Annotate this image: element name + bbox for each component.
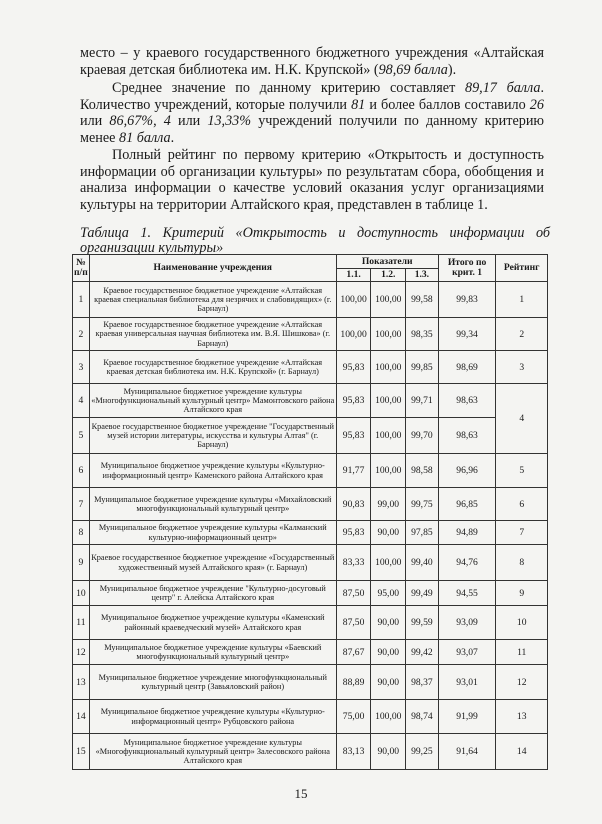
p2-i: , (153, 113, 164, 130)
total-value: 91,64 (438, 734, 496, 770)
p1-end: ). (447, 61, 457, 78)
header-total: Итого по крит. 1 (438, 255, 496, 282)
row-number: 9 (73, 545, 90, 581)
institution-name: Краевое государственное бюджетное учреждение «Алтайская краевая универсальная научная библиотека им. В.Я. Шишкова» (г. Барнаул) (89, 318, 336, 351)
rating-value: 4 (496, 384, 548, 454)
institution-name: Муниципальное бюджетное учреждение культуры «Каменский районный краеведческий музей» Алтайского края (89, 606, 336, 640)
indicator-1-value: 83,33 (336, 545, 371, 581)
p2-b: 89,17 балла (464, 80, 541, 96)
indicator-3-value: 99,85 (406, 351, 439, 384)
indicator-2-value: 95,00 (371, 581, 406, 606)
header-num: № п/п (73, 255, 90, 282)
total-value: 96,96 (438, 454, 496, 488)
indicator-3-value: 99,75 (406, 488, 439, 521)
institution-name: Краевое государственное бюджетное учреждение «Государственный художественный музей Алтайского края» (г. Барнаул) (89, 545, 336, 581)
header-indicators: Показатели (336, 255, 438, 269)
indicator-1-value: 88,89 (336, 665, 371, 700)
table-caption: Таблица 1. Критерий «Открытость и доступность информации об организации культуры» (80, 225, 550, 256)
rating-value: 14 (496, 734, 548, 770)
row-number: 15 (73, 734, 90, 770)
indicator-1-value: 75,00 (336, 700, 371, 734)
rating-value: 5 (496, 454, 548, 488)
row-number: 7 (73, 488, 90, 521)
indicator-3-value: 99,58 (406, 282, 439, 318)
total-value: 93,07 (438, 640, 496, 665)
header-indicator-1: 1.1. (336, 269, 371, 282)
table-row (73, 384, 548, 418)
indicator-3-value: 98,35 (406, 318, 439, 351)
p2-c: . Количество учреждений, которые получили (80, 80, 544, 113)
table-row (73, 282, 548, 318)
total-value: 99,83 (438, 282, 496, 318)
indicator-3-value: 99,59 (406, 606, 439, 640)
rating-value: 7 (496, 521, 548, 545)
row-number: 8 (73, 521, 90, 545)
row-number: 3 (73, 351, 90, 384)
row-number: 12 (73, 640, 90, 665)
indicator-3-value: 98,74 (406, 700, 439, 734)
indicator-2-value: 90,00 (371, 606, 406, 640)
rating-value: 1 (496, 282, 548, 318)
p2-d: 81 (351, 96, 366, 113)
institution-name: Муниципальное бюджетное учреждение культуры «Баевский многофункциональный культурный центр» (89, 640, 336, 665)
institution-name: Краевое государственное бюджетное учреждение "Государственный музей истории литературы, искусства и культуры Алтая" (г. Барнаул) (89, 418, 336, 454)
table-row (73, 488, 548, 521)
table-row (73, 665, 548, 700)
table-row (73, 700, 548, 734)
rating-value: 8 (496, 545, 548, 581)
table-row (73, 734, 548, 770)
indicator-3-value: 99,40 (406, 545, 439, 581)
table-row (73, 454, 548, 488)
row-number: 2 (73, 318, 90, 351)
p1-score: 98,69 балла (378, 61, 448, 78)
indicator-2-value: 100,00 (371, 384, 406, 418)
indicator-2-value: 100,00 (371, 318, 406, 351)
table-row (73, 418, 548, 454)
indicator-1-value: 95,83 (336, 418, 371, 454)
indicator-1-value: 100,00 (336, 318, 371, 351)
indicator-3-value: 99,42 (406, 640, 439, 665)
total-value: 98,63 (438, 418, 496, 454)
institution-name: Муниципальное бюджетное учреждение культуры «Калманский культурно-информационный центр» (89, 521, 336, 545)
total-value: 99,34 (438, 318, 496, 351)
paragraph-3: Полный рейтинг по первому критерию «Открытость и доступность информации об организации культуры» по результатам сбора, обобщения и анализа информации о качестве условий оказания услуг организациями культуры на территории Алтайского края, представлен в таблице 1. (80, 147, 544, 213)
total-value: 94,89 (438, 521, 496, 545)
header-rating: Рейтинг (496, 255, 548, 282)
total-value: 98,69 (438, 351, 496, 384)
total-value: 93,09 (438, 606, 496, 640)
row-number: 11 (73, 606, 90, 640)
indicator-1-value: 87,50 (336, 581, 371, 606)
p2-j: 4 (163, 113, 171, 130)
rating-value: 9 (496, 581, 548, 606)
p2-n: 81 балла (119, 129, 171, 146)
header-indicator-3: 1.3. (406, 269, 439, 282)
p1-text: место – у краевого государственного бюджетного учреждения «Алтайская краевая детская библиотека им. Н.К. Крупской» ( (80, 45, 544, 78)
p2-f: 26 (529, 96, 544, 113)
indicator-3-value: 98,58 (406, 454, 439, 488)
p2-m: учреждений получили по данному критерию менее (80, 113, 545, 146)
indicator-2-value: 100,00 (371, 282, 406, 318)
indicator-1-value: 87,67 (336, 640, 371, 665)
table-row (73, 318, 548, 351)
table-row (73, 351, 548, 384)
row-number: 13 (73, 665, 90, 700)
rating-value: 13 (496, 700, 548, 734)
institution-name: Муниципальное бюджетное учреждение многофункциональный культурный центр (Завьяловский район) (89, 665, 336, 700)
indicator-3-value: 99,71 (406, 384, 439, 418)
p2-h: 86,67% (109, 113, 154, 130)
institution-name: Краевое государственное бюджетное учреждение «Алтайская краевая детская библиотека им. Н.К. Крупской» (г. Барнаул) (89, 351, 336, 384)
rating-value: 6 (496, 488, 548, 521)
header-indicator-2: 1.2. (371, 269, 406, 282)
indicator-2-value: 100,00 (371, 351, 406, 384)
indicator-3-value: 99,49 (406, 581, 439, 606)
rating-table (72, 254, 548, 770)
total-value: 94,55 (438, 581, 496, 606)
institution-name: Муниципальное бюджетное учреждение культуры «Михайловский многофункциональный культурный центр» (89, 488, 336, 521)
rating-value: 12 (496, 665, 548, 700)
row-number: 4 (73, 384, 90, 418)
indicator-1-value: 95,83 (336, 351, 371, 384)
indicator-2-value: 90,00 (371, 734, 406, 770)
row-number: 5 (73, 418, 90, 454)
page-number: 15 (294, 786, 308, 801)
indicator-2-value: 100,00 (371, 545, 406, 581)
row-number: 6 (73, 454, 90, 488)
total-value: 91,99 (438, 700, 496, 734)
institution-name: Муниципальное бюджетное учреждение культуры «Культурно-информационный центр» Каменского района Алтайского края (89, 454, 336, 488)
paragraph-1 (80, 45, 544, 78)
institution-name: Муниципальное бюджетное учреждение культуры «Многофункциональный культурный центр» Залесовского района Алтайского края (89, 734, 336, 770)
total-value: 94,76 (438, 545, 496, 581)
p2-a: Среднее значение по данному критерию составляет (112, 80, 465, 96)
p2-g: или (80, 113, 110, 130)
indicator-2-value: 100,00 (371, 418, 406, 454)
row-number: 1 (73, 282, 90, 318)
table-row (73, 545, 548, 581)
table-row (73, 581, 548, 606)
institution-name: Муниципальное бюджетное учреждение "Культурно-досуговый центр" г. Алейска Алтайского края (89, 581, 336, 606)
indicator-2-value: 100,00 (371, 700, 406, 734)
p2-l: 13,33% (207, 113, 252, 130)
rating-value: 2 (496, 318, 548, 351)
indicator-2-value: 100,00 (371, 454, 406, 488)
institution-name: Краевое государственное бюджетное учреждение «Алтайская краевая специальная библиотека для незрячих и слабовидящих» (г. Барнаул) (89, 282, 336, 318)
total-value: 98,63 (438, 384, 496, 418)
table-row (73, 640, 548, 665)
total-value: 93,01 (438, 665, 496, 700)
indicator-3-value: 98,37 (406, 665, 439, 700)
p2-o: . (170, 129, 175, 146)
indicator-1-value: 95,83 (336, 384, 371, 418)
indicator-3-value: 99,70 (406, 418, 439, 454)
table-row (73, 521, 548, 545)
indicator-1-value: 91,77 (336, 454, 371, 488)
rating-value: 3 (496, 351, 548, 384)
indicator-3-value: 99,25 (406, 734, 439, 770)
paragraph-2 (80, 80, 544, 146)
p2-k: или (170, 113, 208, 130)
institution-name: Муниципальное бюджетное учреждение культуры «Культурно-информационный центр» Рубцовского района (89, 700, 336, 734)
indicator-1-value: 100,00 (336, 282, 371, 318)
table-row (73, 606, 548, 640)
indicator-2-value: 90,00 (371, 640, 406, 665)
indicator-2-value: 99,00 (371, 488, 406, 521)
indicator-2-value: 90,00 (371, 665, 406, 700)
indicator-3-value: 97,85 (406, 521, 439, 545)
rating-value: 11 (496, 640, 548, 665)
institution-name: Муниципальное бюджетное учреждение культуры «Многофункциональный культурный центр» Мамонтовского района Алтайского края (89, 384, 336, 418)
p2-e: и более баллов составило (365, 96, 530, 113)
total-value: 96,85 (438, 488, 496, 521)
indicator-1-value: 95,83 (336, 521, 371, 545)
indicator-2-value: 90,00 (371, 521, 406, 545)
indicator-1-value: 87,50 (336, 606, 371, 640)
row-number: 10 (73, 581, 90, 606)
header-name: Наименование учреждения (89, 255, 336, 282)
rating-value: 10 (496, 606, 548, 640)
indicator-1-value: 83,13 (336, 734, 371, 770)
indicator-1-value: 90,83 (336, 488, 371, 521)
row-number: 14 (73, 700, 90, 734)
